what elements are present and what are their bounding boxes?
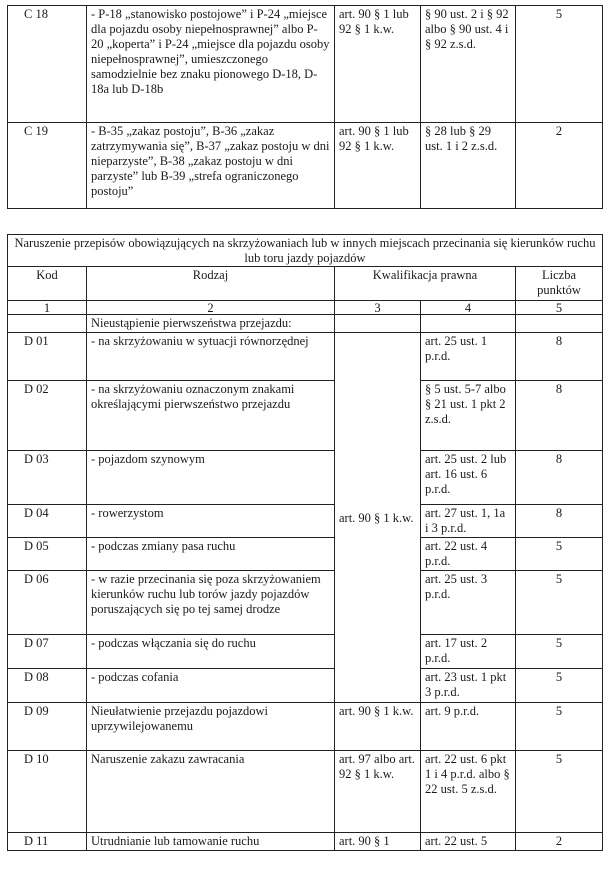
column-number: 4 [421, 301, 516, 315]
description-cell: - w razie przecinania się poza skrzyżowaniem kierunków ruchu lub torów jazdy pojazdów poruszających się po tej samej drodze [87, 571, 335, 635]
points-cell: 2 [516, 123, 603, 209]
description-cell: - na skrzyżowaniu w sytuacji równorzędnej [87, 333, 335, 381]
code-cell: D 05 [8, 538, 87, 571]
provision-cell: art. 9 p.r.d. [421, 703, 516, 751]
provision-cell: § 5 ust. 5-7 albo § 21 ust. 1 pkt 2 z.s.d. [421, 381, 516, 451]
column-number: 2 [87, 301, 335, 315]
table-row [8, 381, 603, 451]
code-cell: C 19 [8, 123, 87, 209]
points-cell: 5 [516, 538, 603, 571]
points-cell: 5 [516, 669, 603, 703]
header-row [8, 267, 603, 301]
section-title: Naruszenie przepisów obowiązujących na skrzyżowaniach lub w innych miejscach przecinania się kierunków ruchu lub toru jazdy pojazdów [8, 235, 603, 267]
provision-cell: art. 22 ust. 4 p.r.d. [421, 538, 516, 571]
group-kw-cell: art. 90 § 1 k.w. [335, 333, 421, 703]
kw-cell: art. 90 § 1 lub 92 § 1 k.w. [335, 123, 421, 209]
code-cell: D 02 [8, 381, 87, 451]
provision-cell: art. 22 ust. 5 [421, 833, 516, 851]
description-cell: - pojazdom szynowym [87, 451, 335, 505]
description-cell: - podczas cofania [87, 669, 335, 703]
provision-cell: art. 27 ust. 1, 1a i 3 p.r.d. [421, 505, 516, 538]
description-cell: - P-18 „stanowisko postojowe” i P-24 „miejsce dla pojazdu osoby niepełnosprawnej” albo P-20 „koperta” i P-24 „miejsce dla pojazdu osoby niepełnosprawnej”, umieszczonego samodzielnie bez znaku pionowego D-18, D-18a lub D-18b [87, 6, 335, 123]
kw-cell: art. 97 albo art. 92 § 1 k.w. [335, 751, 421, 833]
points-cell: 2 [516, 833, 603, 851]
points-cell: 5 [516, 751, 603, 833]
section-table [7, 234, 603, 851]
empty-cell [8, 315, 87, 333]
points-cell: 8 [516, 505, 603, 538]
table-row [8, 571, 603, 635]
table-row [8, 751, 603, 833]
empty-cell [516, 315, 603, 333]
code-cell: C 18 [8, 6, 87, 123]
section-title-row [8, 235, 603, 267]
code-cell: D 08 [8, 669, 87, 703]
column-number: 1 [8, 301, 87, 315]
provision-cell: art. 17 ust. 2 p.r.d. [421, 635, 516, 669]
header-liczba: Liczba punktów [516, 267, 603, 301]
description-cell: - podczas zmiany pasa ruchu [87, 538, 335, 571]
table-row [8, 123, 603, 209]
header-rodzaj: Rodzaj [87, 267, 335, 301]
code-cell: D 11 [8, 833, 87, 851]
provision-cell: § 28 lub § 29 ust. 1 i 2 z.s.d. [421, 123, 516, 209]
code-cell: D 04 [8, 505, 87, 538]
description-cell: - rowerzystom [87, 505, 335, 538]
table-row [8, 635, 603, 669]
kw-cell: art. 90 § 1 lub 92 § 1 k.w. [335, 6, 421, 123]
provision-cell: art. 25 ust. 2 lub art. 16 ust. 6 p.r.d. [421, 451, 516, 505]
description-cell: - B-35 „zakaz postoju”, B-36 „zakaz zatrzymywania się”, B-37 „zakaz postoju w dni nieparzyste”, B-38 „zakaz postoju w dni parzyste” lub B-39 „strefa ograniczonego postoju” [87, 123, 335, 209]
kw-cell: art. 90 § 1 [335, 833, 421, 851]
column-number: 3 [335, 301, 421, 315]
group-label: Nieustąpienie pierwszeństwa przejazdu: [87, 315, 335, 333]
code-cell: D 07 [8, 635, 87, 669]
provision-cell: art. 25 ust. 1 p.r.d. [421, 333, 516, 381]
code-cell: D 01 [8, 333, 87, 381]
header-kod: Kod [8, 267, 87, 301]
group-label-row [8, 315, 603, 333]
points-cell: 5 [516, 635, 603, 669]
code-cell: D 10 [8, 751, 87, 833]
provision-cell: art. 25 ust. 3 p.r.d. [421, 571, 516, 635]
points-cell: 5 [516, 6, 603, 123]
header-kwalifikacja: Kwalifikacja prawna [335, 267, 516, 301]
kw-cell: art. 90 § 1 k.w. [335, 703, 421, 751]
top-table [7, 5, 603, 209]
empty-cell [335, 315, 421, 333]
points-cell: 5 [516, 571, 603, 635]
points-cell: 5 [516, 703, 603, 751]
table-row [8, 6, 603, 123]
description-cell: Utrudnianie lub tamowanie ruchu [87, 833, 335, 851]
table-row [8, 505, 603, 538]
points-cell: 8 [516, 333, 603, 381]
description-cell: Nieułatwienie przejazdu pojazdowi uprzywilejowanemu [87, 703, 335, 751]
provision-cell: art. 23 ust. 1 pkt 3 p.r.d. [421, 669, 516, 703]
table-row [8, 703, 603, 751]
table-row [8, 451, 603, 505]
code-cell: D 09 [8, 703, 87, 751]
empty-cell [421, 315, 516, 333]
description-cell: - podczas włączania się do ruchu [87, 635, 335, 669]
points-cell: 8 [516, 451, 603, 505]
table-row [8, 833, 603, 851]
provision-cell: § 90 ust. 2 i § 92 albo § 90 ust. 4 i § 92 z.s.d. [421, 6, 516, 123]
points-cell: 8 [516, 381, 603, 451]
table-row [8, 669, 603, 703]
description-cell: - na skrzyżowaniu oznaczonym znakami określającymi pierwszeństwo przejazdu [87, 381, 335, 451]
description-cell: Naruszenie zakazu zawracania [87, 751, 335, 833]
table-row [8, 333, 603, 381]
provision-cell: art. 22 ust. 6 pkt 1 i 4 p.r.d. albo § 22 ust. 5 z.s.d. [421, 751, 516, 833]
code-cell: D 06 [8, 571, 87, 635]
column-number: 5 [516, 301, 603, 315]
table-row [8, 538, 603, 571]
code-cell: D 03 [8, 451, 87, 505]
column-number-row [8, 301, 603, 315]
